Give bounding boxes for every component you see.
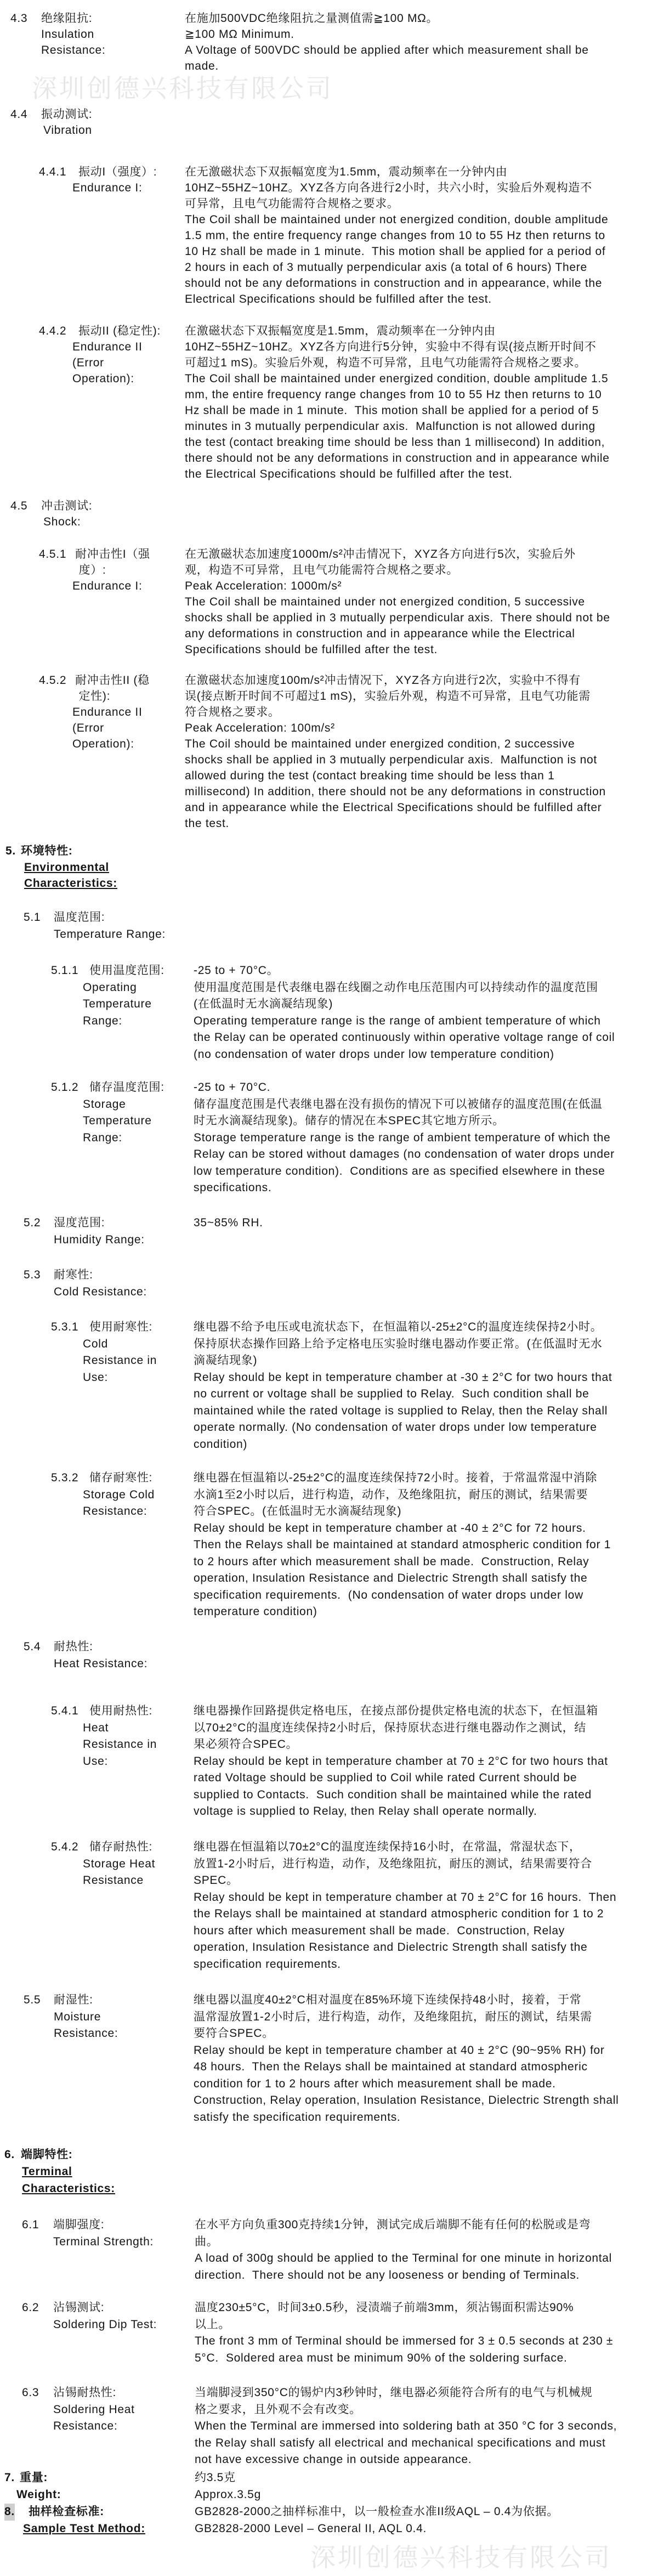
item-number: 6.2 [22, 2301, 39, 2314]
item-label-en: Shock: [43, 516, 81, 528]
item-label-cn: 温度范围: [54, 911, 105, 924]
item-label-en: Storage Temperature Range: [83, 1097, 152, 1144]
item-label-cn: 振动测试: [41, 108, 93, 121]
item-label-cn: 耐寒性: [54, 1269, 93, 1281]
item-label-en: Moisture Resistance: [54, 2010, 118, 2040]
item-content: 在水平方向负重300克持续1分钟，测试完成后端脚不能有任何的松脱或是弯 曲。 A load of 300g should be applied to the Terminal for one minute in horizontal direction. There should not be any looseness or bending of Terminals. [195, 2218, 612, 2281]
section-title-en: Terminal Characteristics: [22, 2165, 115, 2195]
item-number: 5.1.1 [51, 964, 79, 977]
item-label-en: Endurance I: [72, 182, 143, 194]
item-number: 5.3.1 [51, 1321, 79, 1333]
item-label-en: Heat Resistance: [54, 1657, 148, 1670]
item-number: 6.3 [22, 2386, 39, 2399]
item-label-cn: 湿度范围: [54, 1216, 105, 1229]
item-number: 5.3.2 [51, 1471, 79, 1484]
section-title-cn: 环境特性: [21, 845, 73, 857]
section-title-cn: 重量: [20, 2471, 48, 2484]
item-number: 6.1 [22, 2218, 39, 2231]
section-number: 5. [5, 845, 16, 857]
item-label-cn: 振动II (稳定性): [78, 325, 161, 337]
item-number: 5.4.1 [51, 1705, 79, 1717]
item-label-cn: 耐冲击性II (稳 定性): [75, 674, 150, 703]
item-label-en: Endurance I: [72, 580, 143, 592]
item-content: -25 to + 70°C. 储存温度范围是代表继电器在没有损伤的情况下可以被储存的温度范围(在低温 时无水滴凝结现象)。储存的情况在本SPEC其它地方所示。 Storage temperature range is the range of ambient temperature of which the Relay can be stored without damages (no condensation of water drops under low temperature condition). Conditions are as specified elsewhere in these specifications. [194, 1081, 615, 1194]
item-label-cn: 振动I（强度）: [78, 166, 157, 178]
item-number: 4.3 [10, 12, 28, 25]
item-label-cn: 储存温度范围: [89, 1081, 164, 1094]
item-content: 继电器在恒温箱以70±2°C的温度连续保持16小时，在常温，常湿状态下， 放置1-2小时后，进行构造，动作，及绝缘阻抗，耐压的测试，结果需要符合 SPEC。 Relay should be kept in temperature chamber at 70 ± 2°C for 16 hours. Then the Relays shall be maintained at standard atmospheric condition for 1 to 2 hours after which measurement shall be made. Construction, Relay operation, Insulation Resistance and Dielectric Strength shall satisfy the specification requirements. [194, 1841, 617, 1971]
item-label-cn: 耐湿性: [54, 1994, 93, 2006]
item-label-cn: 使用耐热性: [89, 1705, 153, 1717]
section-title-en: Weight: [16, 2488, 61, 2501]
item-label-en: Humidity Range: [54, 1233, 145, 1246]
section-number: 7. [4, 2471, 15, 2484]
item-number: 5.1.2 [51, 1081, 79, 1094]
section-title-en: Environmental Characteristics: [24, 860, 117, 890]
section-title-cn: 端脚特性: [21, 2148, 73, 2161]
watermark: 深圳创德兴科技有限公司 [32, 74, 333, 103]
item-content: 35~85% RH. [194, 1216, 263, 1229]
item-content: 当端脚浸到350°C的锡炉内3秒钟时，继电器必须能符合所有的电气与机械规 格之要求，且外观不会有改变。 When the Terminal are immersed into soldering bath at 350 °C for 3 seconds, the Relay shall satisfy all electrical and mechanical specifications and must not have excessive change in outside appearance. [195, 2386, 617, 2466]
item-label-en: Cold Resistance: [54, 1285, 147, 1298]
item-label-en: Insulation Resistance: [41, 28, 106, 56]
section-title-cn: 抽样检查标准: [29, 2505, 104, 2518]
item-label-cn: 使用耐寒性: [89, 1321, 153, 1333]
watermark: 深圳创德兴科技有限公司 [310, 2543, 612, 2572]
item-label-cn: 绝缘阻抗: [41, 12, 93, 25]
item-label-cn: 冲击测试: [41, 500, 93, 512]
item-number: 4.4.2 [39, 325, 67, 337]
item-label-cn: 沾锡耐热性: [53, 2386, 117, 2399]
item-content: GB2828-2000之抽样标准中，以一般检查水准II级AQL – 0.4为依据。 GB2828-2000 Level – General II, AQL 0.4. [195, 2505, 559, 2535]
item-label-cn: 沾锡测试: [53, 2301, 105, 2314]
item-number: 5.1 [24, 911, 41, 924]
item-label-en: Storage Cold Resistance: [83, 1488, 155, 1518]
item-label-en: Cold Resistance in Use: [83, 1337, 157, 1384]
item-label-en: Soldering Heat Resistance: [53, 2403, 135, 2432]
item-label-en: Terminal Strength: [53, 2235, 154, 2248]
item-content: 在无激磁状态下双振幅宽度为1.5mm，震动频率在一分钟内由 10HZ~55HZ~10HZ。XYZ各方向各进行2小时，共六小时，实验后外观构造不 可异常，且电气功能需符合规格之要求。 The Coil shall be maintained under not energized condition, double amplitude 1.5 mm, the entire frequency range changes from 10 to 55 Hz then returns to 10 Hz shall be made in 1 minute. This motion shall be applied for a period of 2 hours in each of 3 mutually perpendicular axis (a total of 6 hours) There should not be any deformations in construction and in appearance, while the Electrical Specifications should be fulfilled after the test. [185, 166, 609, 305]
item-number: 5.2 [24, 1216, 41, 1229]
item-label-cn: 端脚强度: [53, 2218, 105, 2231]
item-number: 5.4.2 [51, 1841, 79, 1853]
item-number: 5.3 [24, 1269, 41, 1281]
item-content: 继电器不给予电压或电流状态下，在恒温箱以-25±2°C的温度连续保持2小时。 保持原状态操作回路上给予定格电压实验时继电器动作要正常。(在低温时无水 滴凝结现象) Relay should be kept in temperature chamber at -30 ± 2°C for two hours that no current or voltage shall be supplied to Relay. Such condition shall be maintained while the rated voltage is supplied to Relay, then the Relay shall operate normally. (No condensation of water drops under low temperature condition) [194, 1321, 612, 1451]
item-content: 在激磁状态加速度100m/s²冲击情况下，XYZ各方向进行2次，实验中不得有 误(接点断开时间不可超过1 mS)，实验后外观，构造不可异常，且电气功能需 符合规格之要求。 Peak Acceleration: 100m/s² The Coil should be maintained under energized condition, 2 successive shocks shall be applied in 3 mutually perpendicular axis. Malfunction is not allowed during the test (contact breaking time should be less than 1 millisecond) In addition, there should not be any deformations in construction and in appearance while the Electrical Specifications should be fulfilled after the test. [185, 674, 606, 830]
item-content: 继电器在恒温箱以-25±2°C的温度连续保持72小时。接着，于常温常湿中消除 水滴1至2小时以后，进行构造，动作，及绝缘阻抗，耐压的测试，结果需要 符合SPEC。(在低温时无水滴凝结现象) Relay should be kept in temperature chamber at -40 ± 2°C for 72 hours. Then the Relays shall be maintained at standard atmospheric condition for 1 to 2 hours after which measurement shall be made. Construction, Relay operation, Insulation Resistance and Dielectric Strength shall satisfy the specification requirements. (No condensation of water drops under low temperature condition) [194, 1471, 611, 1618]
item-content: 温度230±5°C，时间3±0.5秒，浸渍端子前端3mm，须沾锡面积需达90% 以上。 The front 3 mm of Terminal should be immersed for 3 ± 0.5 seconds at 230 ± 5°C. Soldered area must be minimum 90% of the soldering surface. [195, 2301, 614, 2364]
item-number: 4.5.2 [39, 674, 67, 687]
item-label-en: Heat Resistance in Use: [83, 1721, 157, 1768]
item-number: 5.5 [24, 1994, 41, 2006]
item-label-cn: 储存耐寒性: [89, 1471, 153, 1484]
item-label-cn: 储存耐热性: [89, 1841, 153, 1853]
item-label-en: Vibration [43, 124, 92, 137]
item-number: 5.4 [24, 1640, 41, 1653]
item-label-cn: 耐热性: [54, 1640, 93, 1653]
item-number: 4.4 [10, 108, 28, 121]
item-label-cn: 使用温度范围: [89, 964, 164, 977]
item-label-en: Operating Temperature Range: [83, 981, 152, 1027]
item-number: 4.5.1 [39, 548, 67, 561]
item-label-en: Endurance II (Error Operation): [72, 706, 143, 750]
item-content: -25 to + 70°C。 使用温度范围是代表继电器在线圈之动作电压范围内可以持续动作的温度范围 (在低温时无水滴凝结现象) Operating temperature range is the range of ambient temperature of which the Relay can be operated continuously within operative voltage range of coil (no condensation of water drops under low temperature condition) [194, 964, 615, 1061]
item-content: 继电器以温度40±2°C相对温度在85%环境下连续保持48小时，接着，于常 温常湿放置1-2小时后，进行构造，动作，及绝缘阻抗，耐压的测试，结果需 要符合SPEC。 Relay should be kept in temperature chamber at 40 ± 2°C (90~95% RH) for 48 hours. Then the Relays shall be maintained at standard atmospheric condition for 1 to 2 hours after which measurement shall be made. Construction, Relay operation, Insulation Resistance, Dielectric Strength shall satisfy the specification requirements. [194, 1994, 619, 2124]
section-number: 6. [4, 2148, 15, 2161]
item-number: 4.5 [10, 500, 28, 512]
item-content: 在激磁状态下双振幅宽度是1.5mm，震动频率在一分钟内由 10HZ~55HZ~10HZ。XYZ各方向进行5分钟，实验中不得有误(接点断开时间不 可超过1 mS)。实验后外观，构造不可异常，且电气功能需符合规格之要求。 The Coil shall be maintained under energized condition, double amplitude 1.5 mm, the entire frequency range changes from 10 to 55 Hz then returns to 10 Hz shall be made in 1 minute. This motion shall be applied for a period of 5 minutes in 3 mutually perpendicular axis. Malfunction is not allowed during the test (contact breaking time should be less than 1 millisecond) In addition, there should not be any deformations in construction and in appearance while the Electrical Specifications should be fulfilled after the test. [185, 325, 610, 480]
item-number: 4.4.1 [39, 166, 67, 178]
item-label-cn: 耐冲击性I（强 度）: [75, 548, 150, 576]
item-content: 在无激磁状态加速度1000m/s²冲击情况下，XYZ各方向进行5次，实验后外 观，构造不可异常，且电气功能需符合规格之要求。 Peak Acceleration: 1000m/s² The Coil shall be maintained under not energized condition, 5 successive shocks shall be applied in 3 mutually perpendicular axis. There should not be any deformations in construction and in appearance while the Electrical Specifications should be fulfilled after the test. [185, 548, 610, 656]
item-label-en: Temperature Range: [54, 927, 166, 941]
item-content: 在施加500VDC绝缘阻抗之量测值需≧100 MΩ。 ≧100 MΩ Minimum. A Voltage of 500VDC should be applied after which measurement shall be made. [185, 12, 589, 72]
item-content: 约3.5克 Approx.3.5g [195, 2471, 261, 2501]
item-label-en: Soldering Dip Test: [53, 2318, 157, 2331]
item-content: 继电器操作回路提供定格电压，在接点部份提供定格电流的状态下，在恒温箱 以70±2°C的温度连续保持2小时后，保持原状态进行继电器动作之测试，结 果必须符合SPEC。 Relay should be kept in temperature chamber at 70 ± 2°C for two hours that rated Voltage should be supplied to Coil while rated Current should be supplied to Contacts. Such condition shall be maintained while the rated voltage is supplied to Relay, then Relay shall operate normally. [194, 1705, 608, 1818]
section-title-en: Sample Test Method: [23, 2522, 145, 2535]
section-number: 8. [4, 2504, 15, 2521]
item-label-en: Storage Heat Resistance [83, 1857, 156, 1887]
item-label-en: Endurance II (Error Operation): [72, 341, 143, 385]
